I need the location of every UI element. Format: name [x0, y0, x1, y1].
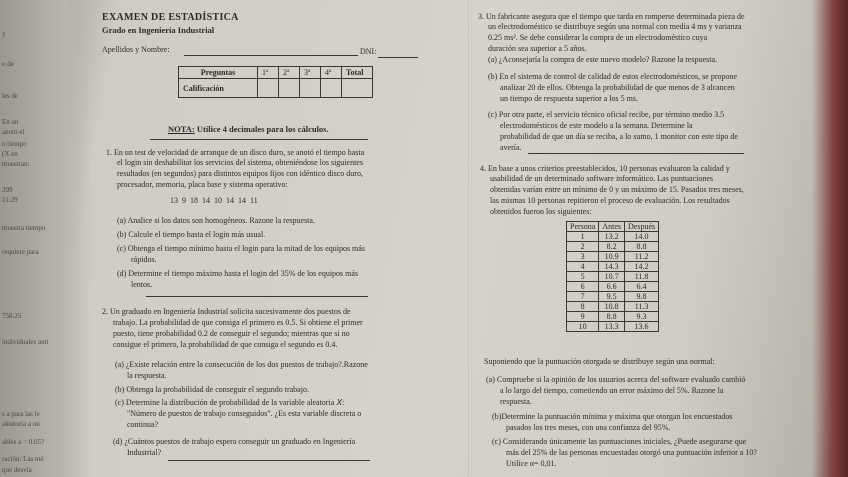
edge-fragment: s a para las le — [2, 410, 40, 418]
edge-fragment: 11:29 — [2, 196, 18, 204]
table-cell: 14.2 — [625, 262, 659, 272]
name-label: Apellidos y Nombre: — [102, 45, 170, 54]
scores-header: Después — [625, 222, 659, 232]
grade-cell — [300, 79, 321, 98]
table-cell: 7 — [567, 292, 599, 302]
table-row — [567, 312, 659, 322]
q4-b-cont: pasados los tres meses, con una confianza del 95%. — [506, 423, 671, 432]
edge-fragment: individuales anti — [2, 338, 49, 346]
table-cell: 3 — [567, 252, 599, 262]
edge-fragment: ración: Las mé — [2, 455, 44, 463]
table-cell: 2 — [567, 242, 599, 252]
table-cell: 13.6 — [625, 322, 659, 332]
q1-c-cont: rápidos. — [131, 255, 157, 264]
grades-header: 1ª — [258, 67, 279, 79]
table-cell: 13.3 — [599, 322, 625, 332]
note — [168, 124, 329, 134]
edge-fragment: requiere para — [2, 248, 39, 256]
q2-c-cont: "Número de puestos de trabajo conseguidos". ¿Es esta variable discreta o — [127, 409, 362, 418]
q1-a: (a) Analice si los datos son homogéneos. Razone la respuesta. — [117, 216, 315, 225]
table-cell: 8.8 — [625, 242, 659, 252]
q1-line: procesador, memoria, placa base y sistema operativo: — [117, 180, 288, 189]
table-cell: 6 — [567, 282, 599, 292]
table-cell: 8.2 — [599, 242, 625, 252]
grades-row-label: Calificación — [179, 79, 258, 98]
edge-fragment: anotó el — [2, 128, 25, 136]
table-cell: 5 — [567, 272, 599, 282]
q2-rule — [168, 460, 370, 461]
left-page-edge — [0, 0, 92, 477]
q3-b: (b) En el sistema de control de calidad de estos electrodomésticos, se propone — [488, 72, 738, 81]
table-row — [567, 232, 659, 242]
table-cell: 13.2 — [599, 232, 625, 242]
grades-header: 3ª — [300, 67, 321, 79]
table-cell: 14.0 — [625, 232, 659, 242]
page-fold — [468, 0, 472, 477]
q3-line: 3. Un fabricante asegura que el tiempo que tarda en romperse determinada pieza de — [478, 12, 745, 21]
table-cell: 10 — [567, 322, 599, 332]
table-cell: 9.5 — [599, 292, 625, 302]
scores-table — [566, 221, 659, 332]
q4-c-cont: más del 25% de las personas encuestadas otorgó una puntuación inferior a 10? — [506, 448, 757, 457]
grades-table — [178, 66, 373, 98]
q4-a: (a) Compruebe si la opinión de los usuarios acerca del software evaluado cambió — [486, 375, 746, 384]
table-row — [567, 272, 659, 282]
q2-a: (a) ¿Existe relación entre la consecución de los dos puestos de trabajo?.Razone — [115, 360, 368, 369]
q1-line: 1. En un test de velocidad de arranque de un disco duro, se anotó el tiempo hasta — [106, 148, 365, 157]
edge-fragment: que desvía — [2, 466, 32, 474]
q2-line: 2. Un graduado en Ingeniería Industrial solicita sucesivamente dos puestos de — [102, 307, 351, 316]
table-cell: 6.6 — [599, 282, 625, 292]
q3-rule — [528, 153, 744, 154]
q2-line: puesto, tiene probabilidad 0.2 de conseguir el segundo; mientras que si no — [113, 329, 350, 338]
table-cell: 8 — [567, 302, 599, 312]
edge-fragment: 758.25 — [2, 312, 22, 320]
exam-title: EXAMEN DE ESTADÍSTICA — [102, 12, 239, 23]
table-row — [567, 292, 659, 302]
q2-c-cont: continua? — [127, 420, 159, 429]
scores-header: Persona — [567, 222, 599, 232]
q4-a-cont: respuesta. — [500, 397, 532, 406]
grade-cell — [279, 79, 300, 98]
edge-fragment: o tiempo — [2, 140, 27, 148]
q3-b-cont: un tiempo de respuesta superior a los 5 ms. — [500, 94, 638, 103]
q2-c: (c) Determine la distribución de probabilidad de la variable aleatoria 𝑋: — [115, 398, 345, 407]
table-cell: 8.8 — [599, 312, 625, 322]
edge-fragment: 399 — [2, 186, 13, 194]
scores-header: Antes — [599, 222, 625, 232]
q4-line: las mismas 10 personas repitieron el proceso de evaluación. Los resultados — [490, 196, 730, 205]
q4-intro: Suponiendo que la puntuación otorgada se distribuye según una normal: — [484, 357, 715, 366]
grades-header: Total — [342, 67, 373, 79]
edge-fragment: aleatoria a un — [2, 420, 40, 428]
grade-cell — [258, 79, 279, 98]
q2-line: consigue el primero, la probabilidad de que consiga el segundo es 0.4. — [113, 340, 338, 349]
table-cell: 1 — [567, 232, 599, 242]
q2-a-cont: la respuesta. — [127, 371, 167, 380]
edge-fragment: ables a = 0.05? — [2, 438, 45, 446]
note-label: NOTA: — [168, 124, 195, 134]
edge-fragment: En un — [2, 118, 19, 126]
grade-cell — [321, 79, 342, 98]
edge-fragment: y — [2, 30, 6, 38]
q3-c-cont: electrodomésticos de este modelo a la semana. Determine la — [500, 121, 693, 130]
q3-line: duración sea superior a 5 años. — [488, 44, 587, 53]
table-row — [567, 242, 659, 252]
q4-b: (b)Determine la puntuación mínima y máxima que otorgan los encuestados — [492, 412, 733, 421]
q2-d: (d) ¿Cuántos puestos de trabajo espera conseguir un graduado en Ingeniería — [113, 437, 356, 446]
table-row — [567, 282, 659, 292]
q2-d-cont: Industrial? — [127, 448, 162, 457]
right-background — [812, 0, 848, 477]
q1-rule — [146, 296, 368, 297]
edge-fragment: muestra tiempo — [2, 224, 46, 232]
note-text: Utilice 4 decimales para los cálculos. — [196, 124, 329, 134]
edge-fragment: o de — [2, 60, 14, 68]
q3-c: (c) Por otra parte, el servicio técnico oficial recibe, por término medio 3.5 — [488, 110, 725, 119]
table-cell: 4 — [567, 262, 599, 272]
table-cell: 10.7 — [599, 272, 625, 282]
table-cell: 10.8 — [599, 302, 625, 312]
grades-header: 4ª — [321, 67, 342, 79]
name-line — [184, 55, 358, 56]
q2-b: (b) Obtenga la probabilidad de conseguir el segundo trabajo. — [115, 385, 309, 394]
q2-line: trabajo. La probabilidad de que consiga el primero es 0.5. Si obtiene el primer — [113, 318, 363, 327]
q4-a-cont: a lo largo del tiempo, cometiendo un error máximo del 5%. Razone la — [500, 386, 724, 395]
q1-b: (b) Calcule el tiempo hasta el login más usual. — [117, 230, 266, 239]
grades-header: 2ª — [279, 67, 300, 79]
q1-line: el login sin deshabilitar los servicios del sistema, obteniéndose los siguientes — [117, 158, 363, 167]
edge-fragment: muestran: — [2, 160, 30, 168]
q1-d-cont: lentos. — [131, 280, 153, 289]
q3-a: (a) ¿Aconsejaría la compra de este nuevo modelo? Razone la respuesta. — [488, 55, 718, 64]
q4-c: (c) Considerando únicamente las puntuaciones iniciales, ¿Puede asegurarse que — [492, 437, 747, 446]
q3-c-cont: avería. — [500, 143, 522, 152]
table-cell: 11.8 — [625, 272, 659, 282]
q1-c: (c) Obtenga el tiempo mínimo hasta el login para la mitad de los equipos más — [117, 244, 365, 253]
q4-c-cont: Utilice α= 0,01. — [506, 459, 557, 468]
q4-line: obtenidas varían entre un mínimo de 0 y un máximo de 15. Pasados tres meses, — [490, 185, 744, 194]
table-row — [567, 262, 659, 272]
q1-data: 13 9 18 14 10 14 14 11 — [170, 196, 258, 205]
table-cell: 9 — [567, 312, 599, 322]
q1-d: (d) Determine el tiempo máximo hasta el login del 35% de los equipos más — [117, 269, 359, 278]
table-cell: 14.3 — [599, 262, 625, 272]
table-cell: 11.2 — [625, 252, 659, 262]
q3-line: un electrodoméstico se distribuye según una normal con media 4 ms y varianza — [488, 22, 742, 31]
table-row — [567, 302, 659, 312]
q4-line: 4. En base a unos criterios preestablecidos, 10 personas evaluaron la calidad y — [480, 164, 730, 173]
q1-line: resultados (en segundos) para distintos equipos fijos con idéntico disco duro, — [117, 169, 363, 178]
edge-fragment: (X en — [2, 150, 18, 158]
exam-subtitle: Grado en Ingeniería Industrial — [102, 25, 215, 35]
note-rule — [150, 139, 368, 140]
table-cell: 9.3 — [625, 312, 659, 322]
q4-line: obtenidos fueron los siguientes: — [490, 207, 592, 216]
dni-line — [378, 57, 418, 58]
table-cell: 6.4 — [625, 282, 659, 292]
table-cell: 10.9 — [599, 252, 625, 262]
q3-line: 0.25 ms². Se debe considerar la compra de un electrodoméstico cuya — [488, 33, 708, 42]
q4-line: usabilidad de un determinado software informático. Las puntuaciones — [490, 174, 714, 183]
table-row — [567, 252, 659, 262]
q3-b-cont: analizar 20 de ellos. Obtenga la probabilidad de que menos de 3 alcancen — [500, 83, 735, 92]
grades-header: Preguntas — [179, 67, 258, 79]
grade-cell — [342, 79, 373, 98]
table-cell: 11.3 — [625, 302, 659, 312]
edge-fragment: les de — [2, 92, 19, 100]
dni-label: DNI: — [360, 47, 377, 56]
table-row — [567, 322, 659, 332]
q3-c-cont: probabilidad de que un día se reciba, a lo sumo, 1 monitor con este tipo de — [500, 132, 738, 141]
table-cell: 9.8 — [625, 292, 659, 302]
